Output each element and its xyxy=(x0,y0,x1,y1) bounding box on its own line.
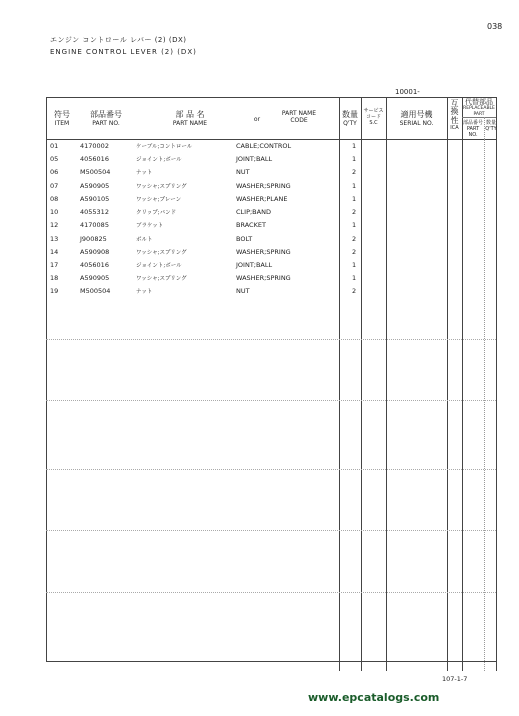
table-row xyxy=(0,259,519,273)
row-item: 13 xyxy=(50,235,59,243)
header-ica-jp: 互換性 xyxy=(450,99,459,125)
serial-range: 10001- xyxy=(395,88,420,96)
header-part-no-jp: 部品番号 xyxy=(90,110,122,119)
table-row xyxy=(0,153,519,167)
header-qty-en: Q'TY xyxy=(343,119,357,127)
row-name-jp: ボルト xyxy=(136,237,153,243)
row-qty: 1 xyxy=(352,142,357,150)
row-name-en: WASHER;PLANE xyxy=(236,195,288,203)
header-replaceable xyxy=(462,98,496,117)
row-name-jp: ワッシャ;スプリング xyxy=(136,250,187,256)
table-row xyxy=(0,180,519,194)
header-serial-jp: 適用号機 xyxy=(400,110,433,119)
header-part-no-en: PART NO. xyxy=(92,119,120,127)
header-repl-qty-jp: 数量 xyxy=(485,120,496,126)
row-part-no: A590905 xyxy=(80,182,110,190)
header-item-en: ITEM xyxy=(54,119,70,127)
row-name-en: WASHER;SPRING xyxy=(236,248,291,256)
row-part-no: 4170002 xyxy=(80,142,109,150)
header-repl-part-no xyxy=(462,120,484,138)
header-repl-pno-en: PART NO. xyxy=(466,126,480,138)
row-item: 12 xyxy=(50,221,59,229)
header-sc-jp2: コード xyxy=(365,114,381,120)
header-qty xyxy=(339,110,361,127)
row-item: 14 xyxy=(50,248,59,256)
row-name-en: CLIP;BAND xyxy=(236,208,271,216)
footer-code: 107-1-7 xyxy=(442,675,468,683)
header-part-name-en: PART NAME xyxy=(172,119,208,127)
header-item xyxy=(46,110,78,127)
header-repl-pno-jp: 部品番号 xyxy=(462,120,483,126)
row-qty: 2 xyxy=(352,235,357,243)
row-part-no: 4170085 xyxy=(80,221,109,229)
table-row xyxy=(0,193,519,207)
header-ica-en: ICA xyxy=(450,125,459,132)
header-repl-qty-en: Q'TY xyxy=(485,126,497,132)
header-or: or xyxy=(253,116,261,123)
row-part-no: M500504 xyxy=(80,168,111,176)
row-part-no: J900825 xyxy=(80,235,107,243)
row-part-no: M500504 xyxy=(80,287,111,295)
row-item: 17 xyxy=(50,261,59,269)
row-name-en: BRACKET xyxy=(236,221,266,229)
row-item: 18 xyxy=(50,274,59,282)
header-qty-jp: 数量 xyxy=(342,110,358,119)
header-code xyxy=(268,110,330,124)
row-part-no: 4056016 xyxy=(80,155,109,163)
row-part-no: 4056016 xyxy=(80,261,109,269)
header-code-line1: PART NAME xyxy=(281,110,317,117)
header-serial xyxy=(386,110,447,127)
row-qty: 1 xyxy=(352,274,357,282)
row-qty: 1 xyxy=(352,155,357,163)
table-row xyxy=(0,233,519,247)
row-name-en: JOINT;BALL xyxy=(236,155,273,163)
header-part-name xyxy=(148,110,232,127)
header-repl-en1: REPLACEABLE xyxy=(463,106,495,112)
row-qty: 2 xyxy=(352,248,357,256)
row-name-jp: ナット xyxy=(136,289,153,295)
row-name-en: CABLE;CONTROL xyxy=(236,142,292,150)
row-item: 07 xyxy=(50,182,59,190)
row-qty: 1 xyxy=(352,221,357,229)
row-name-en: WASHER;SPRING xyxy=(236,274,291,282)
row-part-no: A590908 xyxy=(80,248,110,256)
header-part-no xyxy=(80,110,132,127)
table-row xyxy=(0,166,519,180)
header-repl-qty xyxy=(484,120,498,132)
row-item: 10 xyxy=(50,208,59,216)
row-item: 06 xyxy=(50,168,59,176)
header-repl-en2: PART xyxy=(473,111,485,117)
row-name-en: BOLT xyxy=(236,235,253,243)
row-qty: 1 xyxy=(352,261,357,269)
row-name-jp: ワッシャ;スプリング xyxy=(136,276,187,282)
row-name-jp: ジョイント;ボール xyxy=(136,263,182,269)
header-ica xyxy=(447,100,462,131)
header-part-name-jp: 部 品 名 xyxy=(175,110,205,119)
row-name-jp: ケーブル;コントロール xyxy=(136,144,193,150)
row-name-jp: ワッシャ;スプリング xyxy=(136,184,187,190)
row-part-no: A590105 xyxy=(80,195,110,203)
header-repl-jp: 代替部品 xyxy=(465,98,493,106)
row-qty: 2 xyxy=(352,287,357,295)
page-number: 038 xyxy=(487,22,503,31)
row-name-en: WASHER;SPRING xyxy=(236,182,291,190)
row-part-no: 4055312 xyxy=(80,208,109,216)
table-row xyxy=(0,140,519,154)
title-english: ENGINE CONTROL LEVER (2) (DX) xyxy=(50,48,197,56)
row-item: 08 xyxy=(50,195,59,203)
watermark-link[interactable]: www.epcatalogs.com xyxy=(308,691,440,704)
row-name-en: NUT xyxy=(236,287,250,295)
header-service-code xyxy=(361,108,386,126)
title-japanese: エンジン コントロール レバー (2) (DX) xyxy=(50,36,187,44)
header-item-jp: 符号 xyxy=(54,110,70,119)
header-sc-jp1: サービス xyxy=(363,108,384,114)
header-sc-en: S.C xyxy=(369,120,378,126)
row-name-jp: クリップ;バンド xyxy=(136,210,177,216)
row-name-jp: ジョイント;ボール xyxy=(136,157,182,163)
row-name-jp: ナット xyxy=(136,170,153,176)
row-item: 05 xyxy=(50,155,59,163)
table-row xyxy=(0,285,519,299)
table-row xyxy=(0,206,519,220)
header-code-line2: CODE xyxy=(290,117,308,125)
row-item: 01 xyxy=(50,142,59,150)
row-qty: 1 xyxy=(352,182,357,190)
row-name-en: NUT xyxy=(236,168,250,176)
row-qty: 1 xyxy=(352,195,357,203)
row-name-en: JOINT;BALL xyxy=(236,261,273,269)
row-part-no: A590905 xyxy=(80,274,110,282)
row-qty: 2 xyxy=(352,208,357,216)
row-qty: 2 xyxy=(352,168,357,176)
row-item: 19 xyxy=(50,287,59,295)
row-name-jp: ブラケット xyxy=(136,223,164,229)
table-row xyxy=(0,272,519,286)
table-row xyxy=(0,219,519,233)
header-serial-en: SERIAL NO. xyxy=(399,119,434,127)
row-name-jp: ワッシャ;プレーン xyxy=(136,197,182,203)
table-row xyxy=(0,246,519,260)
